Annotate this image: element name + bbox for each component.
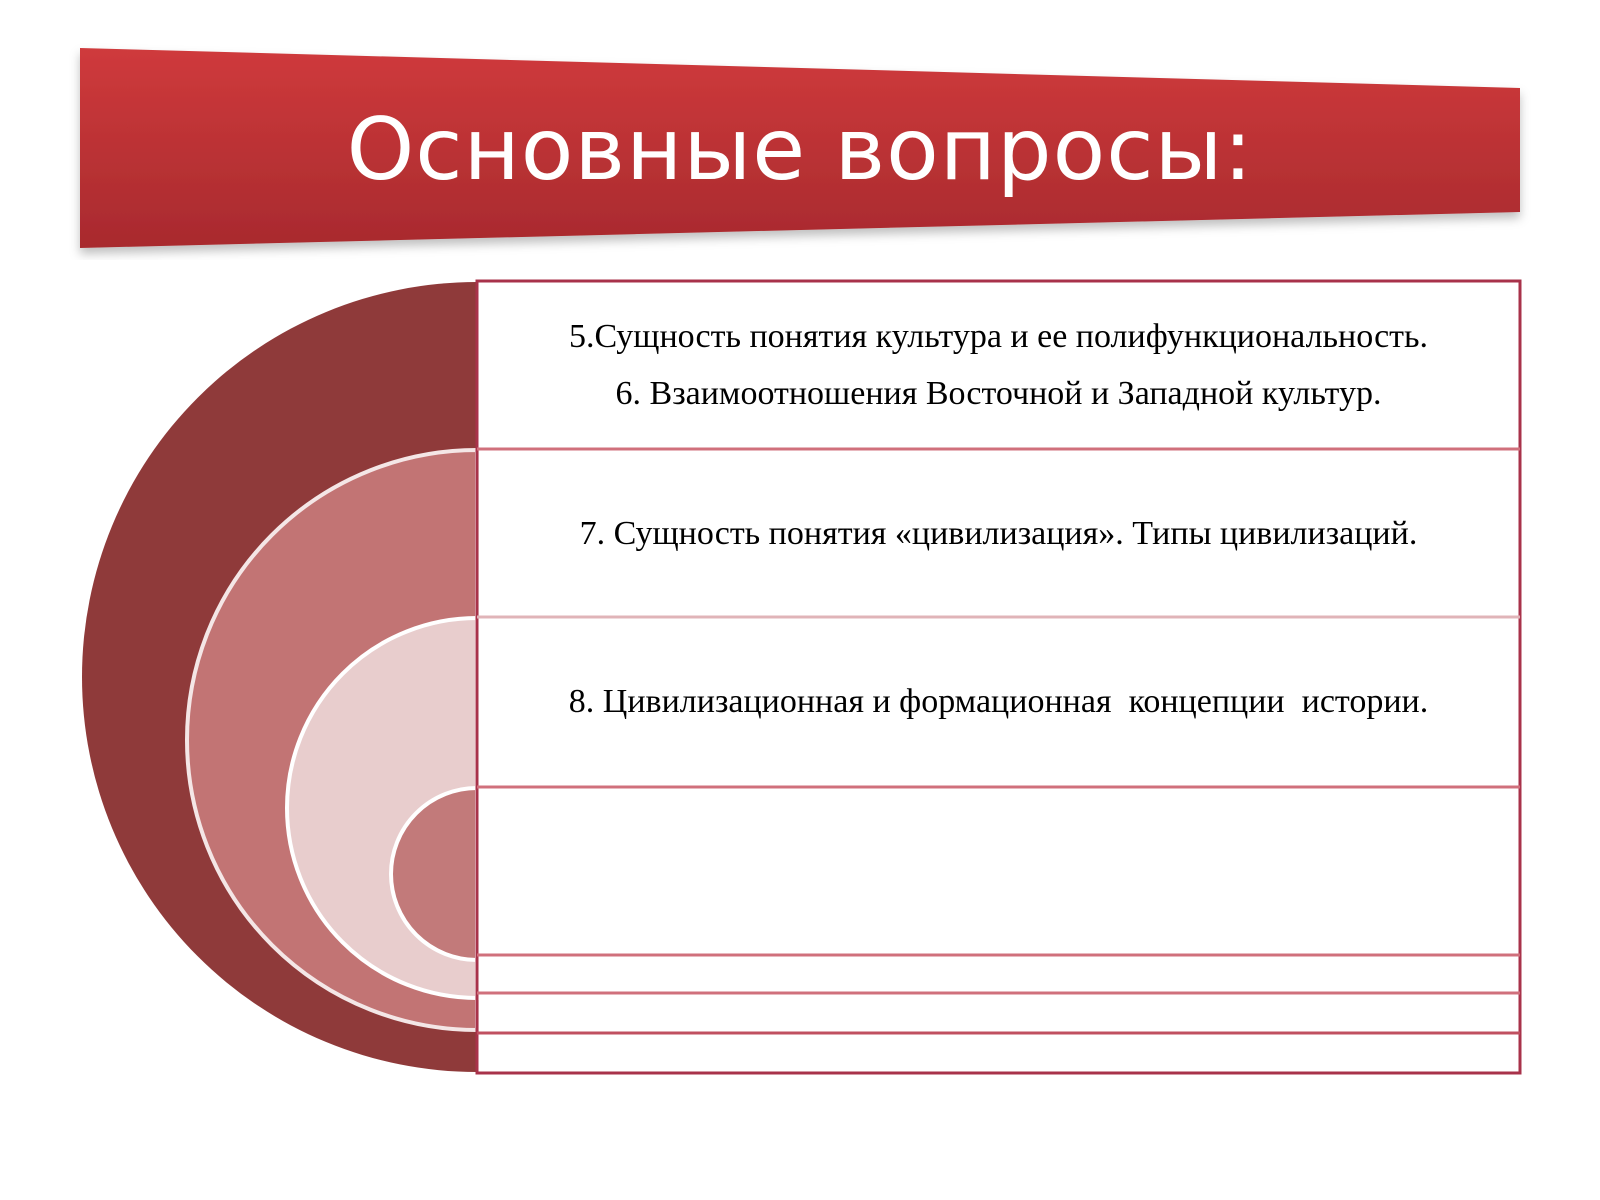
question-7-text: 7. Сущность понятия «цивилизация». Типы цивилизаций. — [579, 514, 1418, 552]
slide-title: Основные вопросы: — [346, 100, 1254, 200]
question-box-3 — [477, 618, 1520, 784]
question-8-text: 8. Цивилизационная и формационная концепции истории. — [568, 682, 1429, 720]
question-box-2 — [477, 450, 1520, 616]
question-box-1 — [477, 282, 1520, 448]
question-5-text: 5.Сущность понятия культура и ее полифункциональность. — [568, 318, 1429, 355]
question-6-text: 6. Взаимоотношения Восточной и Западной культур. — [615, 375, 1382, 412]
